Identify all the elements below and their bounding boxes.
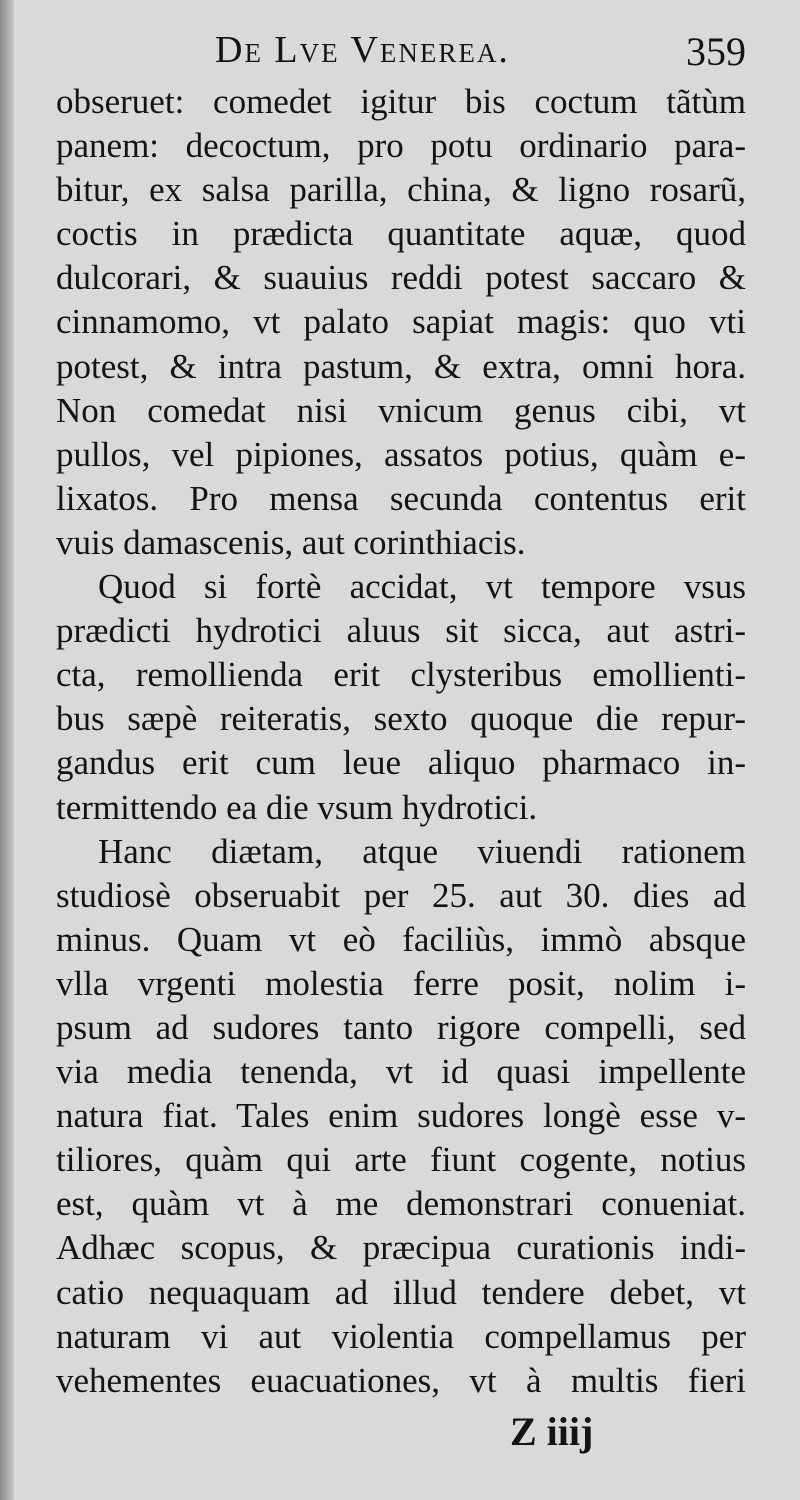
text-line: gandus erit cum leue aliquo pharmaco in- bbox=[56, 743, 746, 783]
text-line: minus. Quam vt eò faciliùs, immò absque bbox=[56, 919, 746, 959]
text-line: naturam vi aut violentia compellamus per bbox=[56, 1316, 746, 1356]
text-line: vuis damascenis, aut corinthiacis. bbox=[56, 522, 526, 562]
text-line: Quod si fortè accidat, vt tempore vsus bbox=[98, 567, 746, 607]
page-header bbox=[0, 28, 800, 74]
text-line: pullos, vel pipiones, assatos potius, quàm e- bbox=[56, 434, 746, 474]
text-line: bitur, ex salsa parilla, china, & ligno rosarũ, bbox=[56, 170, 746, 210]
text-line: studiosè obseruabit per 25. aut 30. dies ad bbox=[56, 875, 746, 915]
text-line: tiliores, quàm qui arte fiunt cogente, notius bbox=[56, 1140, 746, 1180]
text-line: coctis in prædicta quantitate aquæ, quod bbox=[56, 214, 746, 254]
page-gutter-shadow bbox=[0, 0, 14, 1500]
text-line: vlla vrgenti molestia ferre posit, nolim i- bbox=[56, 963, 746, 1003]
text-line: dulcorari, & suauius reddi potest saccaro & bbox=[56, 258, 746, 298]
text-line: bus sæpè reiteratis, sexto quoque die repur- bbox=[56, 699, 746, 739]
text-line: prædicti hydrotici aluus sit sicca, aut astri- bbox=[56, 611, 746, 651]
text-line: obseruet: comedet igitur bis coctum tãtùm bbox=[56, 82, 746, 121]
running-head: De Lve Venerea. bbox=[215, 29, 510, 71]
text-line: vehementes euacuationes, vt à multis fieri bbox=[56, 1360, 746, 1400]
text-line: Hanc diætam, atque viuendi rationem bbox=[98, 831, 746, 871]
text-line: catio nequaquam ad illud tendere debet, vt bbox=[56, 1272, 746, 1312]
text-line: panem: decoctum, pro potu ordinario para- bbox=[56, 126, 746, 166]
signature-mark: Z iiij bbox=[510, 1409, 594, 1454]
text-line: natura fiat. Tales enim sudores longè esse v- bbox=[56, 1096, 746, 1136]
text-line: via media tenenda, vt id quasi impellente bbox=[56, 1052, 746, 1092]
text-line: cta, remollienda erit clysteribus emollienti- bbox=[56, 655, 746, 695]
page-number: 359 bbox=[686, 29, 746, 74]
text-line: Adhæc scopus, & præcipua curationis indi- bbox=[56, 1228, 746, 1268]
text-line: psum ad sudores tanto rigore compelli, sed bbox=[56, 1007, 746, 1047]
text-line: cinnamomo, vt palato sapiat magis: quo vti bbox=[56, 302, 746, 342]
page-footer bbox=[0, 1408, 800, 1458]
text-line: lixatos. Pro mensa secunda contentus erit bbox=[56, 478, 746, 518]
text-line: termittendo ea die vsum hydrotici. bbox=[56, 787, 538, 827]
text-line: est, quàm vt à me demonstrari conueniat. bbox=[56, 1184, 746, 1224]
body-text bbox=[56, 80, 746, 1403]
text-line: potest, & intra pastum, & extra, omni hora. bbox=[56, 346, 746, 386]
text-line: Non comedat nisi vnicum genus cibi, vt bbox=[56, 390, 746, 430]
